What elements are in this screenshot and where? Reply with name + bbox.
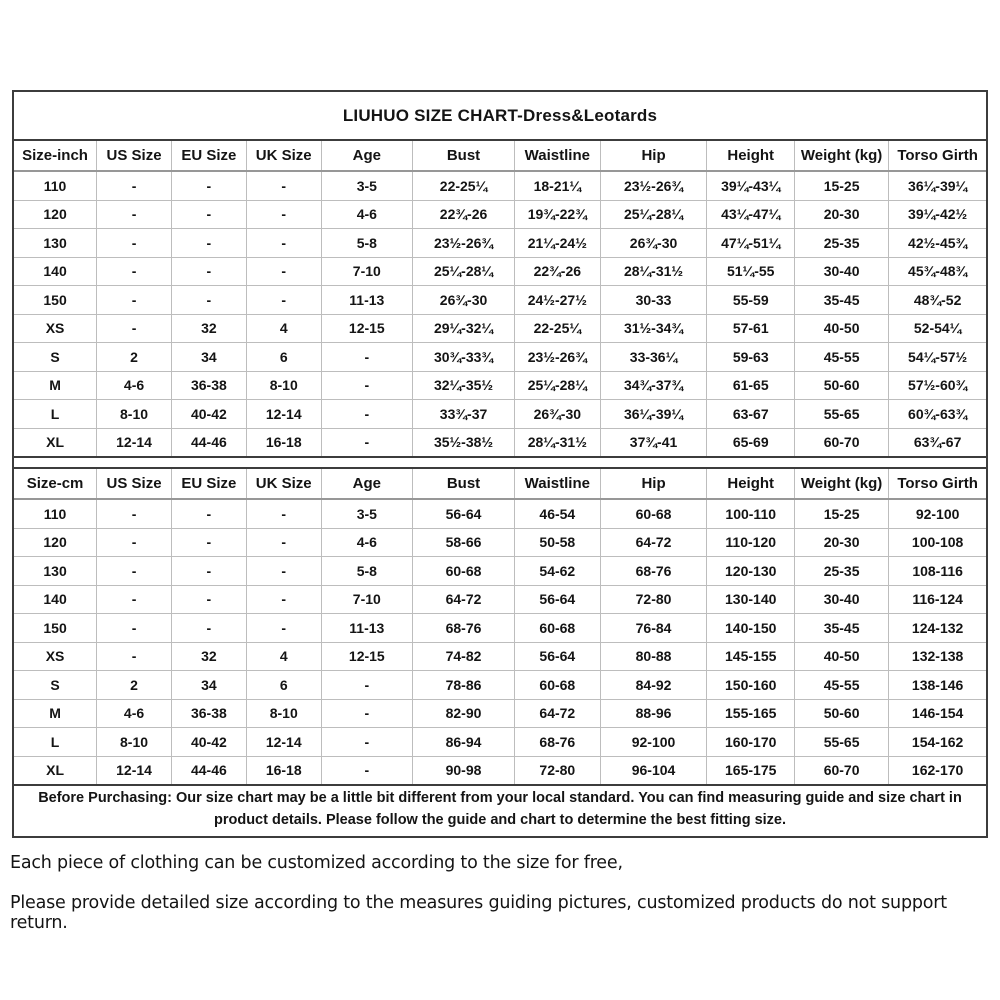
table-cell: 54¼-57½ bbox=[889, 343, 986, 372]
table-cell: 68-76 bbox=[413, 614, 515, 643]
table-cell: 26¾-30 bbox=[413, 286, 515, 315]
table-cell: 45-55 bbox=[794, 671, 888, 700]
table-cell: 50-60 bbox=[794, 371, 888, 400]
table-cell: - bbox=[246, 171, 321, 200]
table-cell: 15-25 bbox=[794, 499, 888, 528]
table-cell: 15-25 bbox=[794, 171, 888, 200]
table-cell: - bbox=[246, 257, 321, 286]
table-cell: 11-13 bbox=[321, 286, 412, 315]
table-cell: 68-76 bbox=[600, 557, 707, 586]
table-cell: 55-65 bbox=[794, 400, 888, 429]
table-cell: 4-6 bbox=[321, 200, 412, 229]
table-row bbox=[14, 428, 986, 456]
table-row bbox=[14, 314, 986, 343]
table-cell: 145-155 bbox=[707, 642, 794, 671]
size-table-cm bbox=[14, 469, 986, 784]
table-cell: 8-10 bbox=[246, 699, 321, 728]
table-cell: 23½-26¾ bbox=[515, 343, 601, 372]
size-label-cell: 130 bbox=[14, 229, 97, 258]
table-row bbox=[14, 699, 986, 728]
column-header: UK Size bbox=[246, 141, 321, 171]
table-divider bbox=[14, 456, 986, 469]
table-cell: 12-14 bbox=[246, 400, 321, 429]
table-cell: 54-62 bbox=[515, 557, 601, 586]
table-cell: 36¼-39¼ bbox=[889, 171, 986, 200]
table-row bbox=[14, 671, 986, 700]
table-cell: 59-63 bbox=[707, 343, 794, 372]
table-row bbox=[14, 171, 986, 200]
table-cell: 30-40 bbox=[794, 585, 888, 614]
table-cell: 32 bbox=[171, 314, 246, 343]
table-cell: - bbox=[246, 499, 321, 528]
table-cell: - bbox=[321, 428, 412, 456]
size-label-cell: XS bbox=[14, 314, 97, 343]
table-cell: 3-5 bbox=[321, 171, 412, 200]
table-cell: 25-35 bbox=[794, 229, 888, 258]
column-header: US Size bbox=[97, 141, 172, 171]
table-cell: - bbox=[321, 671, 412, 700]
size-label-cell: M bbox=[14, 371, 97, 400]
size-label-cell: L bbox=[14, 400, 97, 429]
table-row bbox=[14, 229, 986, 258]
table-cell: 39¼-43¼ bbox=[707, 171, 794, 200]
table-cell: 78-86 bbox=[413, 671, 515, 700]
table-cell: 132-138 bbox=[889, 642, 986, 671]
table-cell: 22-25¼ bbox=[413, 171, 515, 200]
table-cell: 64-72 bbox=[515, 699, 601, 728]
table-cell: 92-100 bbox=[889, 499, 986, 528]
column-header: Waistline bbox=[515, 469, 601, 499]
table-cell: 30-33 bbox=[600, 286, 707, 315]
table-cell: - bbox=[171, 528, 246, 557]
header-row bbox=[14, 469, 986, 499]
table-row bbox=[14, 257, 986, 286]
table-cell: 44-46 bbox=[171, 428, 246, 456]
table-cell: 60-68 bbox=[413, 557, 515, 586]
column-header: Hip bbox=[600, 469, 707, 499]
table-cell: 12-15 bbox=[321, 314, 412, 343]
table-cell: 60-68 bbox=[515, 614, 601, 643]
table-cell: 60¾-63¾ bbox=[889, 400, 986, 429]
table-row bbox=[14, 400, 986, 429]
table-row bbox=[14, 756, 986, 784]
table-cell: 7-10 bbox=[321, 585, 412, 614]
table-cell: 34¾-37¾ bbox=[600, 371, 707, 400]
table-cell: 48¾-52 bbox=[889, 286, 986, 315]
table-cell: 86-94 bbox=[413, 728, 515, 757]
table-row bbox=[14, 343, 986, 372]
table-cell: 60-70 bbox=[794, 428, 888, 456]
column-header: EU Size bbox=[171, 469, 246, 499]
table-cell: - bbox=[246, 585, 321, 614]
table-cell: - bbox=[321, 699, 412, 728]
table-cell: 57½-60¾ bbox=[889, 371, 986, 400]
table-cell: 6 bbox=[246, 343, 321, 372]
table-cell: 51¼-55 bbox=[707, 257, 794, 286]
table-cell: 116-124 bbox=[889, 585, 986, 614]
table-cell: 68-76 bbox=[515, 728, 601, 757]
table-row bbox=[14, 286, 986, 315]
table-cell: - bbox=[97, 171, 172, 200]
table-cell: 39¼-42½ bbox=[889, 200, 986, 229]
table-cell: - bbox=[321, 728, 412, 757]
table-cell: 60-70 bbox=[794, 756, 888, 784]
size-label-cell: XL bbox=[14, 756, 97, 784]
table-cell: 146-154 bbox=[889, 699, 986, 728]
table-cell: 25¼-28¼ bbox=[413, 257, 515, 286]
table-cell: - bbox=[171, 499, 246, 528]
table-cell: 52-54¼ bbox=[889, 314, 986, 343]
table-cell: 8-10 bbox=[246, 371, 321, 400]
table-cell: - bbox=[97, 614, 172, 643]
table-cell: 88-96 bbox=[600, 699, 707, 728]
column-header: Age bbox=[321, 141, 412, 171]
table-cell: - bbox=[97, 286, 172, 315]
table-cell: 5-8 bbox=[321, 229, 412, 258]
table-cell: 155-165 bbox=[707, 699, 794, 728]
table-cell: - bbox=[97, 257, 172, 286]
table-cell: 55-65 bbox=[794, 728, 888, 757]
table-cell: - bbox=[246, 229, 321, 258]
table-cell: 12-14 bbox=[97, 756, 172, 784]
table-row bbox=[14, 557, 986, 586]
table-cell: 18-21¼ bbox=[515, 171, 601, 200]
table-cell: 60-68 bbox=[600, 499, 707, 528]
table-cell: 2 bbox=[97, 671, 172, 700]
table-cell: 124-132 bbox=[889, 614, 986, 643]
column-header: Size-cm bbox=[14, 469, 97, 499]
table-cell: 30¾-33¾ bbox=[413, 343, 515, 372]
table-cell: 47¼-51¼ bbox=[707, 229, 794, 258]
size-label-cell: 130 bbox=[14, 557, 97, 586]
table-cell: 64-72 bbox=[600, 528, 707, 557]
table-cell: 138-146 bbox=[889, 671, 986, 700]
table-cell: - bbox=[97, 314, 172, 343]
table-cell: 8-10 bbox=[97, 400, 172, 429]
table-cell: 32¼-35½ bbox=[413, 371, 515, 400]
column-header: Weight (kg) bbox=[794, 141, 888, 171]
table-row bbox=[14, 200, 986, 229]
table-cell: 65-69 bbox=[707, 428, 794, 456]
table-cell: 12-14 bbox=[246, 728, 321, 757]
header-row bbox=[14, 141, 986, 171]
table-cell: 50-58 bbox=[515, 528, 601, 557]
column-header: Torso Girth bbox=[889, 141, 986, 171]
table-cell: 45¾-48¾ bbox=[889, 257, 986, 286]
table-cell: 110-120 bbox=[707, 528, 794, 557]
table-cell: 140-150 bbox=[707, 614, 794, 643]
table-row bbox=[14, 371, 986, 400]
table-cell: 56-64 bbox=[515, 585, 601, 614]
table-cell: 40-42 bbox=[171, 400, 246, 429]
table-cell: 40-50 bbox=[794, 314, 888, 343]
table-cell: - bbox=[171, 257, 246, 286]
table-cell: 36-38 bbox=[171, 371, 246, 400]
table-cell: 22¾-26 bbox=[515, 257, 601, 286]
table-cell: 20-30 bbox=[794, 528, 888, 557]
column-header: Hip bbox=[600, 141, 707, 171]
table-cell: - bbox=[246, 200, 321, 229]
table-cell: - bbox=[97, 200, 172, 229]
table-cell: - bbox=[246, 614, 321, 643]
table-cell: - bbox=[97, 642, 172, 671]
purchasing-note: Before Purchasing: Our size chart may be a little bit different from your local standard. You can find measuring guide and size chart in product details. Please follow the guide and chart to determine the best fitting size. bbox=[14, 784, 986, 836]
size-label-cell: 110 bbox=[14, 499, 97, 528]
table-cell: 28¼-31½ bbox=[600, 257, 707, 286]
column-header: Bust bbox=[413, 469, 515, 499]
table-cell: 60-68 bbox=[515, 671, 601, 700]
table-cell: 4-6 bbox=[321, 528, 412, 557]
column-header: Torso Girth bbox=[889, 469, 986, 499]
table-row bbox=[14, 585, 986, 614]
table-cell: 63¾-67 bbox=[889, 428, 986, 456]
table-cell: 160-170 bbox=[707, 728, 794, 757]
table-cell: 12-15 bbox=[321, 642, 412, 671]
table-cell: 56-64 bbox=[515, 642, 601, 671]
table-cell: 72-80 bbox=[600, 585, 707, 614]
table-cell: - bbox=[97, 229, 172, 258]
size-label-cell: 110 bbox=[14, 171, 97, 200]
table-cell: 56-64 bbox=[413, 499, 515, 528]
table-cell: 24½-27½ bbox=[515, 286, 601, 315]
table-cell: 25¼-28¼ bbox=[515, 371, 601, 400]
size-label-cell: 140 bbox=[14, 257, 97, 286]
table-row bbox=[14, 642, 986, 671]
table-cell: 29¼-32¼ bbox=[413, 314, 515, 343]
column-header: Weight (kg) bbox=[794, 469, 888, 499]
column-header: EU Size bbox=[171, 141, 246, 171]
table-cell: - bbox=[97, 528, 172, 557]
table-cell: 22¾-26 bbox=[413, 200, 515, 229]
table-cell: 80-88 bbox=[600, 642, 707, 671]
table-cell: 22-25¼ bbox=[515, 314, 601, 343]
table-cell: - bbox=[97, 585, 172, 614]
table-cell: 11-13 bbox=[321, 614, 412, 643]
table-cell: 130-140 bbox=[707, 585, 794, 614]
table-cell: 5-8 bbox=[321, 557, 412, 586]
table-cell: - bbox=[321, 756, 412, 784]
table-cell: 7-10 bbox=[321, 257, 412, 286]
table-cell: 30-40 bbox=[794, 257, 888, 286]
table-cell: 61-65 bbox=[707, 371, 794, 400]
table-cell: 34 bbox=[171, 671, 246, 700]
table-cell: - bbox=[171, 286, 246, 315]
size-label-cell: S bbox=[14, 671, 97, 700]
table-cell: 64-72 bbox=[413, 585, 515, 614]
table-cell: 2 bbox=[97, 343, 172, 372]
table-cell: 31½-34¾ bbox=[600, 314, 707, 343]
size-label-cell: XL bbox=[14, 428, 97, 456]
column-header: Height bbox=[707, 141, 794, 171]
table-cell: 154-162 bbox=[889, 728, 986, 757]
table-cell: 4 bbox=[246, 314, 321, 343]
table-cell: 150-160 bbox=[707, 671, 794, 700]
table-cell: 40-42 bbox=[171, 728, 246, 757]
table-cell: 16-18 bbox=[246, 428, 321, 456]
column-header: Age bbox=[321, 469, 412, 499]
column-header: US Size bbox=[97, 469, 172, 499]
table-cell: 82-90 bbox=[413, 699, 515, 728]
table-cell: 37¾-41 bbox=[600, 428, 707, 456]
table-cell: 165-175 bbox=[707, 756, 794, 784]
table-cell: - bbox=[321, 371, 412, 400]
table-row bbox=[14, 614, 986, 643]
table-cell: - bbox=[171, 614, 246, 643]
table-cell: - bbox=[97, 499, 172, 528]
table-cell: 26¾-30 bbox=[515, 400, 601, 429]
table-cell: 3-5 bbox=[321, 499, 412, 528]
table-cell: 108-116 bbox=[889, 557, 986, 586]
size-label-cell: 120 bbox=[14, 200, 97, 229]
column-header: Height bbox=[707, 469, 794, 499]
column-header: UK Size bbox=[246, 469, 321, 499]
customization-note-line-1: Each piece of clothing can be customized according to the size for free, bbox=[10, 853, 623, 873]
table-cell: 100-110 bbox=[707, 499, 794, 528]
table-cell: - bbox=[246, 286, 321, 315]
size-chart-title: LIUHUO SIZE CHART-Dress&Leotards bbox=[14, 92, 986, 141]
table-cell: 23½-26¾ bbox=[600, 171, 707, 200]
table-cell: 96-104 bbox=[600, 756, 707, 784]
table-cell: 120-130 bbox=[707, 557, 794, 586]
table-cell: 8-10 bbox=[97, 728, 172, 757]
table-cell: 35-45 bbox=[794, 286, 888, 315]
table-cell: 36-38 bbox=[171, 699, 246, 728]
size-table-inch bbox=[14, 141, 986, 456]
size-label-cell: 150 bbox=[14, 286, 97, 315]
customization-note-line-2: Please provide detailed size according to the measures guiding pictures, customized products do not support return. bbox=[10, 893, 947, 933]
table-cell: 35½-38½ bbox=[413, 428, 515, 456]
table-cell: 100-108 bbox=[889, 528, 986, 557]
table-cell: 12-14 bbox=[97, 428, 172, 456]
table-cell: 55-59 bbox=[707, 286, 794, 315]
size-label-cell: 140 bbox=[14, 585, 97, 614]
column-header: Waistline bbox=[515, 141, 601, 171]
table-cell: 19¾-22¾ bbox=[515, 200, 601, 229]
table-cell: 25-35 bbox=[794, 557, 888, 586]
table-cell: 43¼-47¼ bbox=[707, 200, 794, 229]
table-cell: 44-46 bbox=[171, 756, 246, 784]
table-cell: 58-66 bbox=[413, 528, 515, 557]
column-header: Bust bbox=[413, 141, 515, 171]
table-cell: - bbox=[321, 400, 412, 429]
size-label-cell: 150 bbox=[14, 614, 97, 643]
table-cell: 21¼-24½ bbox=[515, 229, 601, 258]
table-cell: - bbox=[171, 229, 246, 258]
table-cell: 50-60 bbox=[794, 699, 888, 728]
table-cell: - bbox=[171, 200, 246, 229]
table-cell: 76-84 bbox=[600, 614, 707, 643]
table-cell: 36¼-39¼ bbox=[600, 400, 707, 429]
table-cell: 4 bbox=[246, 642, 321, 671]
table-cell: 42½-45¾ bbox=[889, 229, 986, 258]
size-label-cell: S bbox=[14, 343, 97, 372]
table-cell: 34 bbox=[171, 343, 246, 372]
table-cell: 57-61 bbox=[707, 314, 794, 343]
table-cell: 4-6 bbox=[97, 371, 172, 400]
table-cell: 4-6 bbox=[97, 699, 172, 728]
table-cell: 162-170 bbox=[889, 756, 986, 784]
table-cell: 26¾-30 bbox=[600, 229, 707, 258]
table-cell: 72-80 bbox=[515, 756, 601, 784]
table-cell: 90-98 bbox=[413, 756, 515, 784]
table-cell: 28¼-31½ bbox=[515, 428, 601, 456]
table-cell: 23½-26¾ bbox=[413, 229, 515, 258]
table-cell: 25¼-28¼ bbox=[600, 200, 707, 229]
table-cell: 16-18 bbox=[246, 756, 321, 784]
table-cell: - bbox=[171, 171, 246, 200]
table-cell: 84-92 bbox=[600, 671, 707, 700]
table-cell: - bbox=[321, 343, 412, 372]
table-row bbox=[14, 528, 986, 557]
table-row bbox=[14, 728, 986, 757]
table-cell: 74-82 bbox=[413, 642, 515, 671]
table-cell: 20-30 bbox=[794, 200, 888, 229]
table-cell: 33-36¼ bbox=[600, 343, 707, 372]
table-cell: 40-50 bbox=[794, 642, 888, 671]
table-cell: - bbox=[97, 557, 172, 586]
table-cell: - bbox=[171, 557, 246, 586]
table-cell: 92-100 bbox=[600, 728, 707, 757]
size-label-cell: M bbox=[14, 699, 97, 728]
table-cell: 46-54 bbox=[515, 499, 601, 528]
column-header: Size-inch bbox=[14, 141, 97, 171]
table-row bbox=[14, 499, 986, 528]
table-cell: 45-55 bbox=[794, 343, 888, 372]
size-label-cell: 120 bbox=[14, 528, 97, 557]
table-cell: 33¾-37 bbox=[413, 400, 515, 429]
size-chart-panel bbox=[12, 90, 988, 838]
table-cell: 32 bbox=[171, 642, 246, 671]
table-cell: - bbox=[246, 528, 321, 557]
size-label-cell: XS bbox=[14, 642, 97, 671]
table-cell: - bbox=[171, 585, 246, 614]
table-cell: - bbox=[246, 557, 321, 586]
size-label-cell: L bbox=[14, 728, 97, 757]
table-cell: 35-45 bbox=[794, 614, 888, 643]
table-cell: 63-67 bbox=[707, 400, 794, 429]
table-cell: 6 bbox=[246, 671, 321, 700]
